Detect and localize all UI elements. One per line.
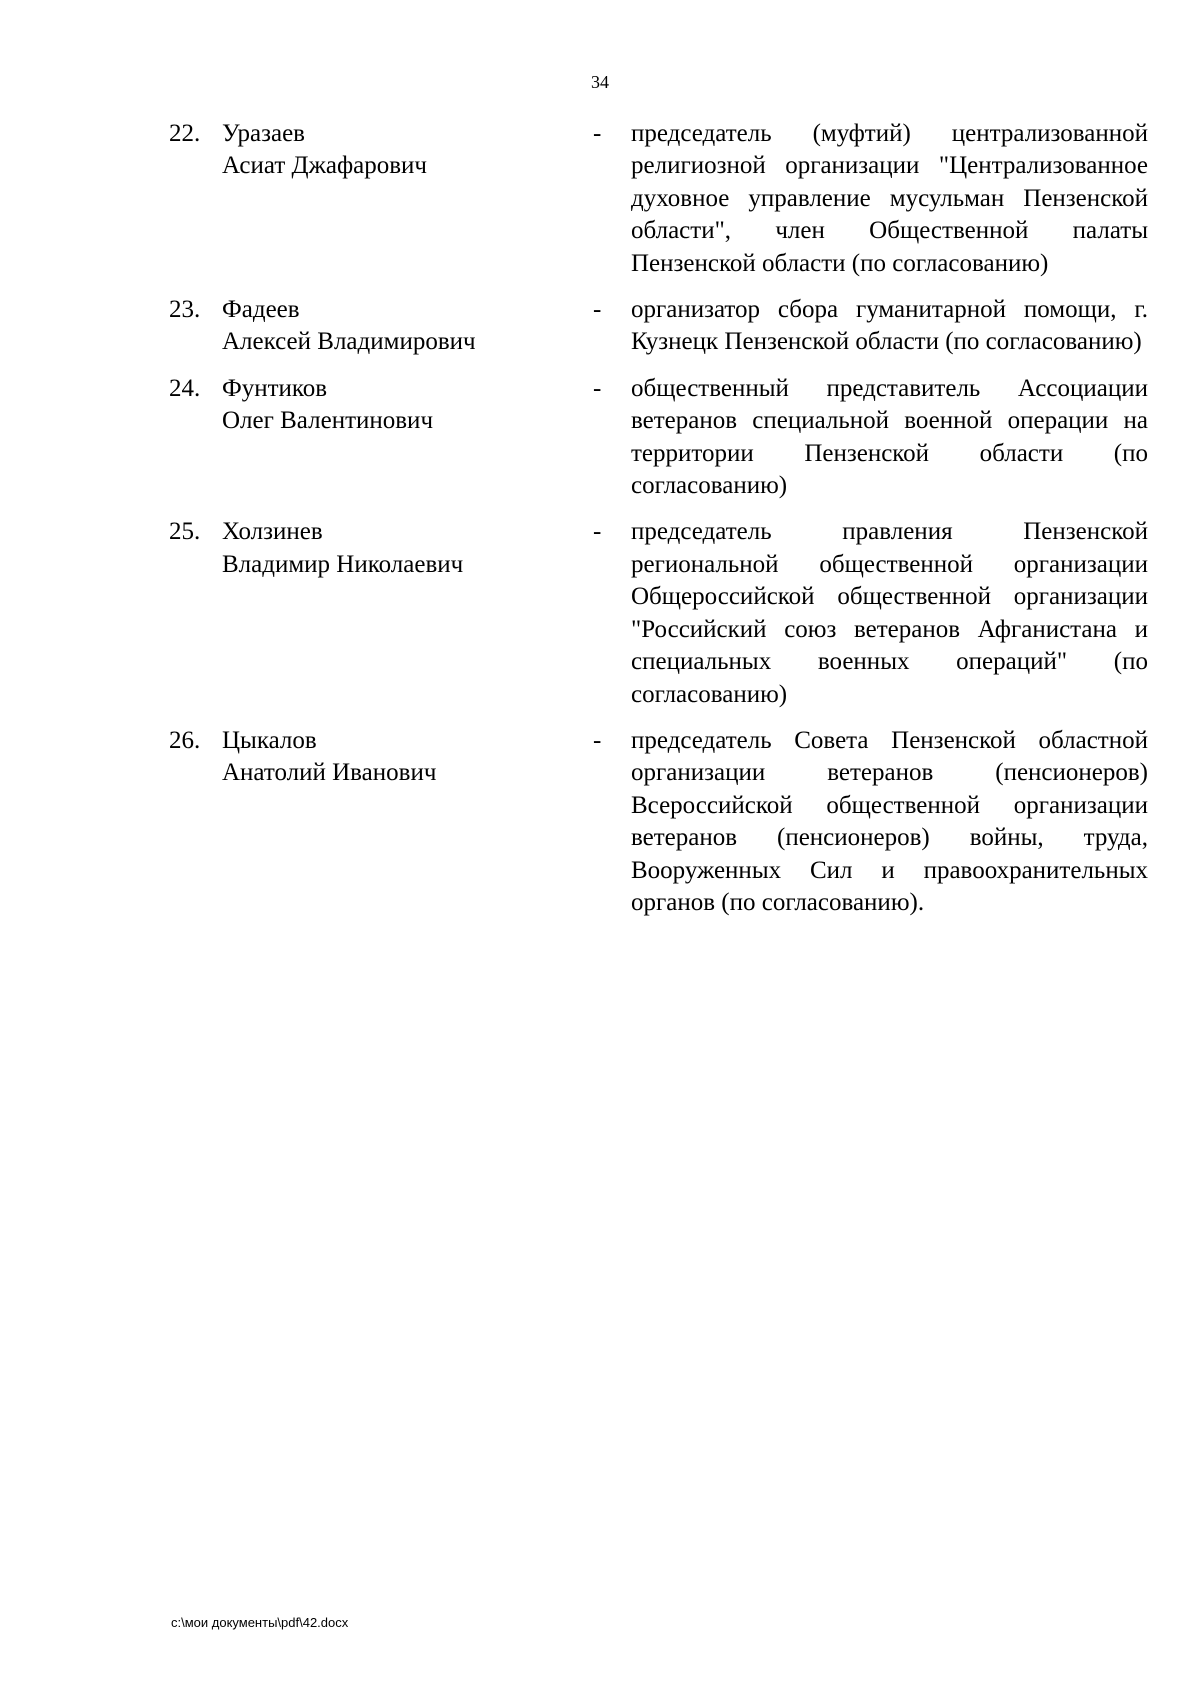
entry-dash: -	[593, 374, 602, 402]
list-item	[0, 373, 1200, 503]
member-given-names: Владимир Николаевич	[222, 550, 464, 578]
member-surname: Фадеев	[222, 296, 300, 324]
member-given-names: Алексей Владимирович	[222, 328, 476, 356]
member-position: председатель Совета Пензенской областной организации ветеранов (пенсионеров) Всероссийской общественной организации ветеранов (пенсионеров) войны, труда, Вооруженных Сил и правоохранительных органов (по согласованию).	[631, 726, 1148, 916]
list-item	[0, 118, 1200, 280]
member-name	[222, 725, 582, 790]
entry-number: 26.	[169, 726, 201, 754]
list-item	[0, 294, 1200, 359]
member-surname: Уразаев	[222, 120, 305, 147]
entry-number: 23.	[169, 296, 201, 324]
page-number: 34	[591, 72, 609, 92]
entry-dash: -	[593, 726, 602, 754]
list-item	[0, 725, 1200, 919]
member-position: председатель (муфтий) централизованной религиозной организации "Централизованное духовное управление мусульман Пензенской области", член Общественной палаты Пензенской области (по согласованию)	[631, 120, 1148, 277]
member-position: председатель правления Пензенской региональной общественной организации Общероссийской общественной организации "Российский союз ветеранов Афганистана и специальных военных операций" (по согласованию)	[631, 518, 1148, 708]
footer-file-path: c:\мои документы\pdf\42.docx	[171, 1615, 349, 1630]
member-position: общественный представитель Ассоциации ветеранов специальной военной операции на территории Пензенской области (по согласованию)	[631, 374, 1148, 500]
member-given-names: Анатолий Иванович	[222, 759, 437, 787]
member-name	[222, 516, 582, 581]
entry-dash: -	[593, 296, 602, 324]
member-surname: Цыкалов	[222, 726, 317, 754]
member-surname: Холзинев	[222, 518, 323, 546]
member-name	[222, 373, 582, 438]
member-position: организатор сбора гуманитарной помощи, г. Кузнецк Пензенской области (по согласованию)	[631, 296, 1148, 356]
entry-number: 25.	[169, 518, 201, 546]
member-given-names: Олег Валентинович	[222, 407, 434, 435]
list-item	[0, 516, 1200, 710]
member-given-names: Асиат Джафарович	[222, 152, 428, 180]
entry-dash: -	[593, 120, 602, 147]
entry-number: 24.	[169, 374, 201, 402]
member-name	[222, 118, 582, 183]
members-list	[0, 118, 1200, 933]
member-name	[222, 294, 582, 359]
entry-number: 22.	[169, 120, 201, 147]
member-surname: Фунтиков	[222, 374, 328, 402]
entry-dash: -	[593, 518, 602, 546]
